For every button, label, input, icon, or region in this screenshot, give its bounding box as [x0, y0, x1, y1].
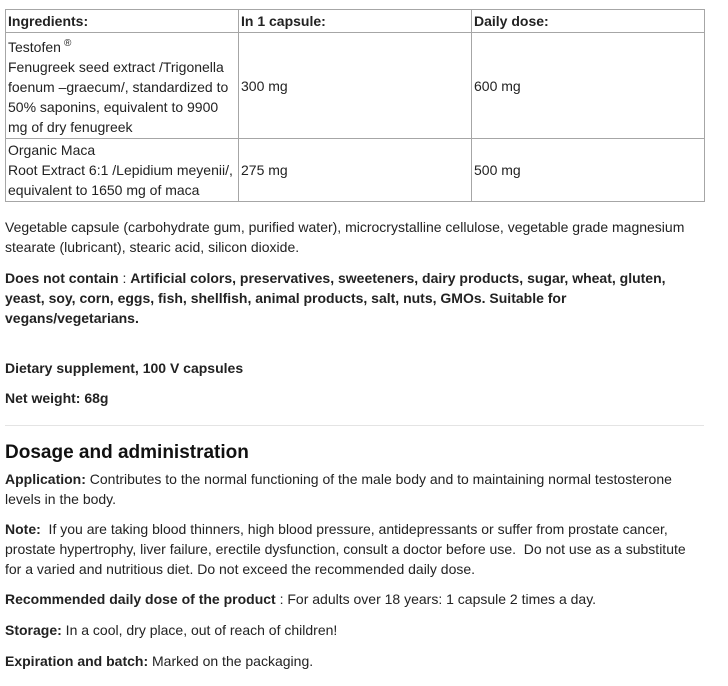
table-header-row — [6, 10, 705, 33]
registered-mark: ® — [63, 38, 72, 49]
daily-dose-cell: 600 mg — [472, 33, 705, 139]
note-paragraph — [5, 519, 704, 579]
storage-text: In a cool, dry place, out of reach of children! — [61, 622, 338, 638]
ingredient-description: Root Extract 6:1 /Lepidium meyenii/, equivalent to 1650 mg of maca — [8, 162, 233, 198]
does-not-contain-text: Artificial colors, preservatives, sweeteners, dairy products, sugar, wheat, gluten, yeast, soy, corn, eggs, fish, shellfish, animal products, salt, nuts, GMOs. Suitable for vegans/vegetarians. — [5, 270, 666, 326]
per-capsule-cell: 275 mg — [239, 139, 472, 202]
storage-label: Storage: — [5, 622, 62, 638]
table-row — [6, 33, 705, 139]
product-type: Dietary supplement, 100 V capsules — [5, 360, 244, 376]
note-label: Note: — [5, 521, 41, 537]
product-info — [5, 9, 704, 671]
section-divider — [5, 425, 704, 426]
ingredient-name: Organic Maca — [8, 142, 96, 158]
expiration-label: Expiration and batch: — [5, 653, 149, 669]
ingredient-brand: Testofen — [8, 39, 61, 55]
header-per-capsule: In 1 capsule: — [239, 10, 472, 33]
application-label: Application: — [5, 471, 86, 487]
recommended-dose-paragraph — [5, 589, 704, 609]
recommended-text: : For adults over 18 years: 1 capsule 2 times a day. — [275, 591, 597, 607]
header-ingredients: Ingredients: — [6, 10, 239, 33]
daily-dose-cell: 500 mg — [472, 139, 705, 202]
does-not-contain-label: Does not contain — [5, 270, 119, 286]
excipients-text: Vegetable capsule (carbohydrate gum, purified water), microcrystalline cellulose, vegetable grade magnesium stearate (lubricant), stearic acid, silicon dioxide. — [5, 219, 685, 255]
ingredient-cell — [6, 33, 239, 139]
ingredients-table — [5, 9, 705, 202]
does-not-contain — [5, 268, 704, 328]
net-weight: Net weight: 68g — [5, 390, 109, 406]
recommended-label: Recommended daily dose of the product — [5, 591, 276, 607]
ingredient-cell — [6, 139, 239, 202]
table-row — [6, 139, 705, 202]
per-capsule-cell: 300 mg — [239, 33, 472, 139]
does-not-contain-separator: : — [118, 270, 131, 286]
ingredient-description: Fenugreek seed extract /Trigonella foenum –graecum/, standardized to 50% saponins, equivalent to 9900 mg of dry fenugreek — [8, 59, 229, 135]
expiration-text: Marked on the packaging. — [148, 653, 314, 669]
dosage-heading: Dosage and administration — [5, 442, 249, 463]
note-text: If you are taking blood thinners, high blood pressure, antidepressants or suffer from prostate cancer, prostate hypertrophy, liver failure, erectile dysfunction, consult a doctor before use. Do not use as a substitute for a varied and nutritious diet. Do not exceed the recommended daily dose. — [5, 521, 690, 577]
application-text: Contributes to the normal functioning of the male body and to maintaining normal testosterone levels in the body. — [5, 471, 672, 507]
application-paragraph — [5, 469, 704, 509]
storage-paragraph — [5, 620, 704, 640]
header-daily-dose: Daily dose: — [472, 10, 705, 33]
expiration-paragraph — [5, 651, 704, 671]
